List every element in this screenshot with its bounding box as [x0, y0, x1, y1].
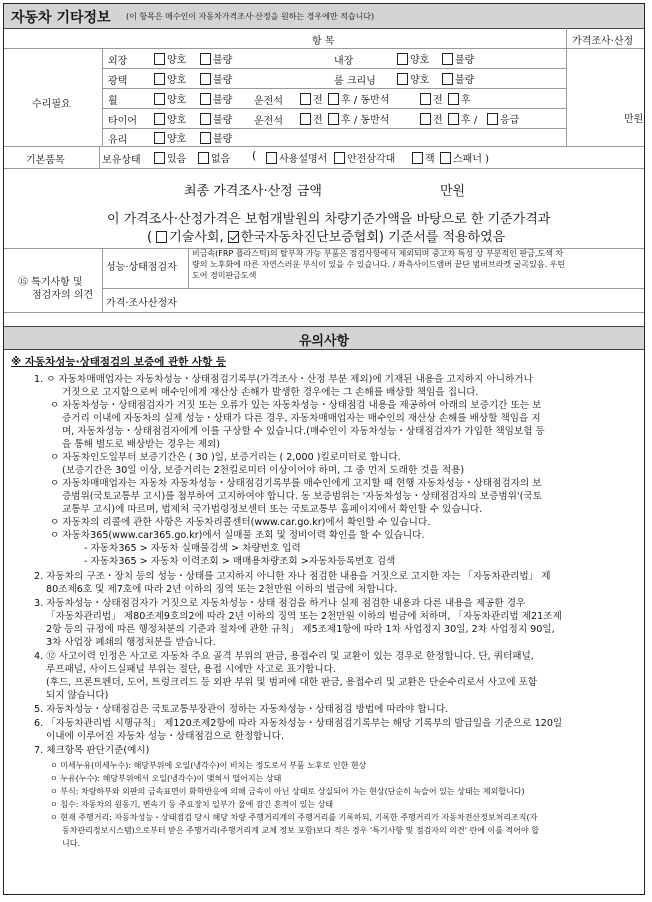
notice-line: 3. 자동차성능・상태점검자가 거짓으로 자동차성능・상태 점검을 하거나 실제 점검한 내용과 다른 내용을 제공한 경우: [34, 598, 526, 609]
option-bad[interactable]: 불량: [200, 130, 232, 145]
row-label: 휠: [108, 96, 118, 107]
notice-line: 2. 자동차의 구조・장치 등의 성능・상태를 고지하지 아니한 자나 점검한 내용을 거짓으로 고지한 자는 「자동차관리법」 제: [34, 571, 551, 582]
basic-items-label: 기본품목: [26, 155, 65, 166]
special-label-2: 점검자의 의견: [32, 290, 94, 301]
checkbox-appraisers-society[interactable]: [156, 231, 167, 243]
checkbox[interactable]: [397, 53, 408, 65]
option-bad[interactable]: 불량: [200, 51, 232, 66]
checkbox[interactable]: [200, 113, 211, 125]
divider: [99, 146, 100, 168]
checkbox[interactable]: [266, 152, 277, 164]
option-good[interactable]: 양호: [154, 130, 186, 145]
notice-line: 거짓으로 고지함으로써 매수인에게 재산상 손해가 발생한 경우에는 그 손해를 배상할 책임을 집니다.: [62, 387, 479, 398]
section-title: 자동차 기타정보: [11, 10, 111, 26]
basis-line-2: ( 기술사회, 한국자동차진단보증협회) 기준서를 적용하였음: [147, 230, 506, 245]
notice-line: (보증기간은 30일 이상, 보증거리는 2천킬로미터 이상이어야 하며, 그 중 먼저 도래한 것을 적용): [62, 465, 465, 476]
option-none[interactable]: 없음: [198, 150, 230, 165]
notice-line: 80조제6호 및 제7호에 따라 2년 이하의 징역 또는 2천만원 이하의 벌금에 처합니다.: [46, 584, 398, 595]
option-triangle[interactable]: 안전삼각대: [334, 150, 395, 165]
notice-line: 4. ⑫ 사고이력 인정은 사고로 자동차 주요 골격 부위의 판금, 용접수리 및 교환이 있는 경우로 한정합니다. 단, 쿼터패널,: [34, 651, 534, 662]
row-label-2: 운전석: [254, 116, 283, 127]
row-label-2: 운전석: [254, 96, 283, 107]
option-good[interactable]: 양호: [397, 71, 429, 86]
notice-line: 이내에 이루어진 자동차 성능・상태점검으로 한정합니다.: [46, 731, 284, 742]
section-note: (이 항목은 매수인이 자동차가격조사·산정을 원하는 경우에만 적습니다): [126, 12, 375, 21]
repair-row-exterior: [102, 48, 566, 69]
section-header-other-info: [4, 4, 644, 29]
notice-line: ㅇ 자동차성능・상태점검자가 거짓 또는 오류가 있는 자동차성능・상태점검 내용을 제공하여 아래의 보증기간 또는 보: [50, 400, 542, 411]
notice-line: 2항 등의 규정에 따른 행정처분의 기준과 절차에 관한 규칙」 제5조제1항에 따라 1차 사업정지 30일, 2차 사업정지 90일,: [46, 624, 555, 635]
notice-line: ㅇ 부식: 차량하부와 외판의 금속표면이 화학반응에 의해 금속이 아닌 상태로 상실되어 가는 현상(단순히 녹슬어 있는 상태는 제외합니다): [50, 787, 525, 796]
notice-line: 니다.: [62, 839, 80, 848]
notice-line: ㅇ 현재 주행거리: 자동차성능・상태점검 당시 해당 차량 주행거리계의 주행거리를 기록하되, 기록한 주행거리가 자동차전산정보처리조직(자: [50, 813, 538, 822]
notice-line: ㅇ 침수: 자동차의 원동기, 변속기 등 주요장치 일부가 물에 잠긴 흔적이 있는 상태: [50, 800, 334, 809]
option-bad[interactable]: 불량: [200, 71, 232, 86]
divider: [188, 248, 189, 288]
notice-line: 루프패널, 사이드실패널 부위는 절단, 용접 시에만 사고로 표기합니다.: [46, 664, 336, 675]
paren-open: (: [252, 149, 257, 162]
notice-line: 3차 사업장 폐쇄의 행정처분을 받습니다.: [46, 637, 216, 648]
option-jack[interactable]: 잭: [412, 150, 435, 165]
checkbox[interactable]: [154, 132, 165, 144]
repair-row-tire: [102, 108, 566, 129]
divider: [102, 288, 645, 289]
checkbox[interactable]: [154, 93, 165, 105]
notice-line: 며, 자동차성능・상태점검자에게 이를 구상할 수 있습니다.(매수인이 자동차성능・상태점검자가 가입한 책임보험 등: [62, 426, 545, 437]
table-header-row: [4, 28, 644, 49]
checkbox[interactable]: [200, 132, 211, 144]
checkbox[interactable]: [200, 73, 211, 85]
special-text-line-3: 도어 경미판금도색: [192, 271, 257, 280]
checkbox[interactable]: [487, 113, 498, 125]
special-sublabel-inspector: 성능·상태점검자: [106, 262, 177, 273]
notice-line: 증거리 이내에 자동차의 실제 성능・상태가 다른 경우, 자동차매매업자는 매수인의 재산상 손해를 배상할 책임을 지: [62, 413, 541, 424]
checkbox[interactable]: [300, 113, 311, 125]
special-text-line-1: 비금속(FRP 플라스틱)의 탈부착 가능 부품은 점검사항에서 제외되며 중고차 특성 상 부분적인 판금,도색 차: [192, 249, 564, 258]
notice-line: (후드, 프론트펜더, 도어, 트렁크리드 등 외판 부위 및 범퍼에 대한 판금, 용접수리 및 교환은 단순수리로서 사고에 포함: [46, 677, 538, 688]
basic-items-sublabel: 보유상태: [102, 155, 141, 166]
price-unit: 만원: [624, 114, 644, 125]
divider: [566, 28, 567, 146]
notice-heading: ※ 자동차성능·상태점검의 보증에 관한 사항 등: [11, 356, 227, 368]
checkbox[interactable]: [397, 73, 408, 85]
option-front[interactable]: 전: [420, 111, 443, 126]
special-text-line-2: 량의 노후화에 따른 자연스러운 부식이 있을 수 있습니다. / 좌측사이드앰버 끝단 범버브라켓 굴곡있음. 우틴: [192, 260, 566, 269]
option-bad[interactable]: 불량: [200, 111, 232, 126]
option-front[interactable]: 전: [420, 91, 443, 106]
notice-line: 교통부 고시)에 따르며, 법제처 국가법령정보센터 또는 국토교통부 홈페이지에서 확인할 수 있습니다.: [62, 504, 483, 515]
notice-line: 을 통해 별도로 배상받는 경우는 제외): [62, 439, 221, 450]
col-item-header: 항 목: [312, 36, 335, 47]
special-label: ⑮ 특기사항 및: [18, 277, 83, 288]
final-price-unit: 만원: [440, 184, 466, 199]
option-spanner[interactable]: 스패너 ): [440, 150, 489, 165]
checkbox[interactable]: [200, 93, 211, 105]
divider: [102, 248, 103, 312]
notice-line: ㅇ 자동차매매업자는 자동차 자동차성능・상태점검기록부를 매수인에게 고지할 때 현행 자동차성능・상태점검자의 보: [50, 478, 542, 489]
notice-line: ㅇ 자동차의 리콜에 관한 사항은 자동차리콜센터(www.car.go.kr)에서 확인할 수 있습니다.: [50, 517, 431, 528]
checkbox[interactable]: [448, 93, 459, 105]
checkbox[interactable]: [440, 152, 451, 164]
repair-label: 수리필요: [32, 99, 71, 110]
notice-line: ㅇ 누유(누수): 해당부위에서 오일(냉각수)이 맺혀서 떨어지는 상태: [50, 774, 282, 783]
option-good[interactable]: 양호: [397, 51, 429, 66]
final-price-label: 최종 가격조사·산정 금액: [184, 184, 322, 199]
checkbox[interactable]: [412, 152, 423, 164]
checkbox[interactable]: [442, 73, 453, 85]
option-rear[interactable]: 후: [448, 91, 471, 106]
option-emergency[interactable]: 응급: [487, 111, 519, 126]
notice-line: ㅇ 미세누유(미세누수): 해당부위에 오일(냉각수)이 비치는 정도로서 부품 노후로 인한 현상: [50, 761, 367, 770]
option-bad[interactable]: 불량: [442, 51, 474, 66]
option-good[interactable]: 양호: [154, 51, 186, 66]
checkbox[interactable]: [328, 113, 339, 125]
row-label-2: 룸 크리닝: [334, 76, 376, 87]
checkbox[interactable]: [420, 93, 431, 105]
notice-line: 5. 자동차성능・상태점검은 국토교통부장관이 정하는 자동차성능・상태점검 방법에 따라야 합니다.: [34, 704, 449, 715]
row-label-2: 내장: [334, 56, 354, 67]
option-manual[interactable]: 사용설명서: [266, 150, 327, 165]
notice-line: ㅇ 자동차인도일부터 보증기간은 ( 30 )일, 보증거리는 ( 2,000 )킬로미터로 합니다.: [50, 452, 401, 463]
notice-title: 유의사항: [298, 334, 350, 349]
option-bad[interactable]: 불량: [442, 71, 474, 86]
special-sublabel-appraiser: 가격·조사산정자: [106, 298, 177, 309]
option-good[interactable]: 양호: [154, 71, 186, 86]
checkbox[interactable]: [420, 113, 431, 125]
notice-line: - 자동차365 > 자동차 실매물검색 > 차량번호 입력: [84, 543, 301, 554]
inspection-document: [3, 3, 645, 895]
notice-line: 증범위(국토교통부 고시)를 첨부하여 고지하여야 합니다. 동 보증범위는 '자동차성능・상태점검자의 보증범위'(국토: [62, 491, 542, 502]
checkbox[interactable]: [334, 152, 345, 164]
checkbox[interactable]: [154, 73, 165, 85]
checkbox[interactable]: [198, 152, 209, 164]
notice-line: - 자동차365 > 자동차 이력조회 > 매매용차량조회 >자동차등록번호 검색: [84, 556, 396, 567]
option-front[interactable]: 전: [300, 111, 323, 126]
repair-row-glass: [102, 128, 566, 147]
basis-line-1: 이 가격조사·산정가격은 보험개발원의 차량기준가액을 바탕으로 한 기준가격과: [107, 212, 551, 227]
option-front[interactable]: 전: [300, 91, 323, 106]
notice-line: 7. 체크항목 판단기준(예시): [34, 745, 150, 756]
row-label: 타이어: [108, 116, 137, 127]
checkbox[interactable]: [154, 53, 165, 65]
special-notes-row: [4, 248, 644, 313]
notice-line: 6. 「자동차관리법 시행규칙」 제120조제2항에 따라 자동차성능・상태점검기록부는 해당 기록부의 발급일을 기준으로 120일: [34, 718, 563, 729]
checkbox[interactable]: [300, 93, 311, 105]
notice-line: 1. ㅇ 자동차매매업자는 자동차성능・상태점검기록부(가격조사・산정 부분 제외)에 기재된 내용을 고지하지 아니하거나: [34, 374, 533, 385]
repair-row-wheel: [102, 88, 566, 109]
checkbox[interactable]: [442, 53, 453, 65]
option-has[interactable]: 있음: [154, 150, 186, 165]
option-good[interactable]: 양호: [154, 111, 186, 126]
col-price-header: 가격조사·산정: [572, 36, 634, 47]
notice-line: ㅇ 자동차365(www.car365.go.kr)에서 실매물 조회 및 정비이력 확인을 할 수 있습니다.: [50, 530, 425, 541]
option-rear[interactable]: 후 / 동반석: [328, 111, 389, 126]
row-label: 외장: [108, 56, 128, 67]
row-label: 광택: [108, 76, 128, 87]
option-rear[interactable]: 후 /: [448, 111, 477, 126]
checkbox[interactable]: [328, 93, 339, 105]
checkbox[interactable]: [448, 113, 459, 125]
notice-line: 동차관리정보시스템)으로부터 받은 주행거리(주행거리계 교체 정보 포함)보다 적은 경우 '특기사항 및 점검자의 의견' 란에 이를 적어야 합: [62, 826, 539, 835]
notice-line: 되지 않습니다): [46, 690, 109, 701]
notice-section-header: [4, 326, 644, 350]
checkbox[interactable]: [200, 53, 211, 65]
option-rear[interactable]: 후 / 동반석: [328, 91, 389, 106]
option-good[interactable]: 양호: [154, 91, 186, 106]
row-label: 유리: [108, 135, 128, 146]
notice-line: 「자동차관리법」 제80조제9호의2에 따라 2년 이하의 징역 또는 2천만원 이하의 벌금에 처하며, 「자동차관리법 제21조제: [46, 611, 562, 622]
basic-items-row: [4, 146, 644, 169]
repair-row-gloss: [102, 68, 566, 89]
option-bad[interactable]: 불량: [200, 91, 232, 106]
final-price-block: [4, 168, 644, 249]
checkbox-kadia[interactable]: [228, 231, 239, 243]
checkbox[interactable]: [154, 152, 165, 164]
checkbox[interactable]: [154, 113, 165, 125]
